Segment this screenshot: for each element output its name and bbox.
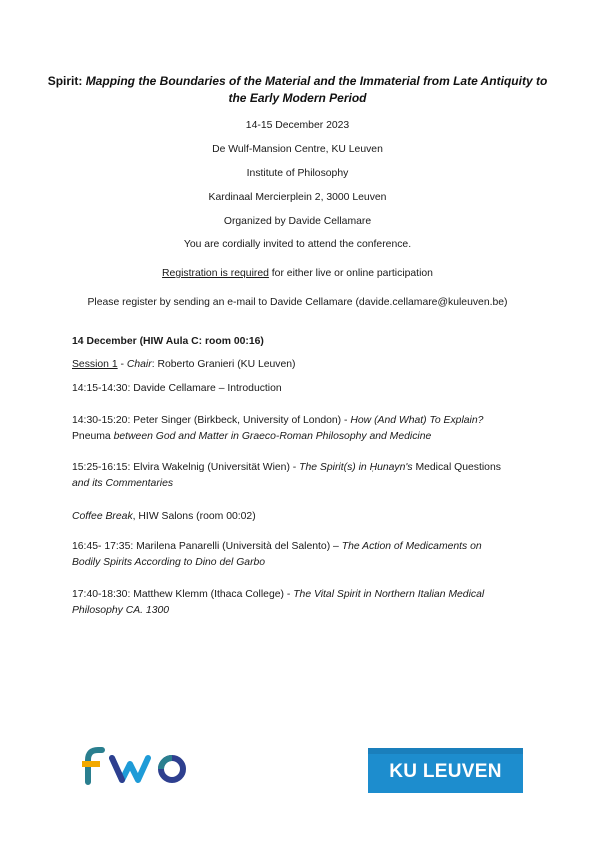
conference-institute: Institute of Philosophy bbox=[246, 168, 349, 179]
session-chair-line: Session 1 - Chair: Roberto Granieri (KU Leuven) bbox=[72, 359, 296, 370]
session-label: Session 1 bbox=[72, 359, 118, 370]
registration-line: Registration is required for either live or online participation bbox=[162, 268, 433, 279]
conference-address: Kardinaal Mercierplein 2, 3000 Leuven bbox=[208, 192, 387, 203]
ku-leuven-logo-text: KU LEUVEN bbox=[389, 761, 502, 782]
conference-title: Spirit: Mapping the Boundaries of the Material and the Immaterial from Late Antiquity to the Early Modern Period bbox=[47, 74, 548, 105]
register-note: Please register by sending an e-mail to Davide Cellamare (davide.cellamare@kuleuven.be) bbox=[87, 297, 508, 308]
program-item-klemm: 17:40-18:30: Matthew Klemm (Ithaca College) - The Vital Spirit in Northern Italian Medical Philosophy CA. 1300 bbox=[72, 589, 485, 616]
conference-invite: You are cordially invited to attend the conference. bbox=[183, 239, 412, 250]
program-item-wakelnig: 15:25-16:15: Elvira Wakelnig (Universität Wien) - The Spirit(s) in Ḥunayn's Medical Questions and its Commentaries bbox=[72, 462, 501, 489]
program-item-singer: 14:30-15:20: Peter Singer (Birkbeck, University of London) - How (And What) To Explain? Pneuma between God and Matter in Graeco-Roman Philosophy and Medicine bbox=[72, 415, 484, 442]
fwo-logo bbox=[82, 742, 202, 786]
day-heading: 14 December (HIW Aula C: room 00:16) bbox=[72, 336, 264, 347]
conference-date: 14-15 December 2023 bbox=[245, 120, 350, 131]
conference-organizer: Organized by Davide Cellamare bbox=[223, 216, 372, 227]
conference-venue: De Wulf-Mansion Centre, KU Leuven bbox=[212, 144, 383, 155]
program-item-introduction: 14:15-14:30: Davide Cellamare – Introduction bbox=[72, 383, 282, 394]
registration-link[interactable]: Registration is required bbox=[162, 268, 269, 279]
coffee-break: Coffee Break, HIW Salons (room 00:02) bbox=[72, 511, 256, 522]
ku-leuven-logo bbox=[362, 742, 523, 793]
fwo-logo-mark bbox=[82, 750, 183, 782]
program-item-panarelli: 16:45- 17:35: Marilena Panarelli (Università del Salento) – The Action of Medicaments on Bodily Spirits According to Dino del Garbo bbox=[72, 541, 482, 568]
